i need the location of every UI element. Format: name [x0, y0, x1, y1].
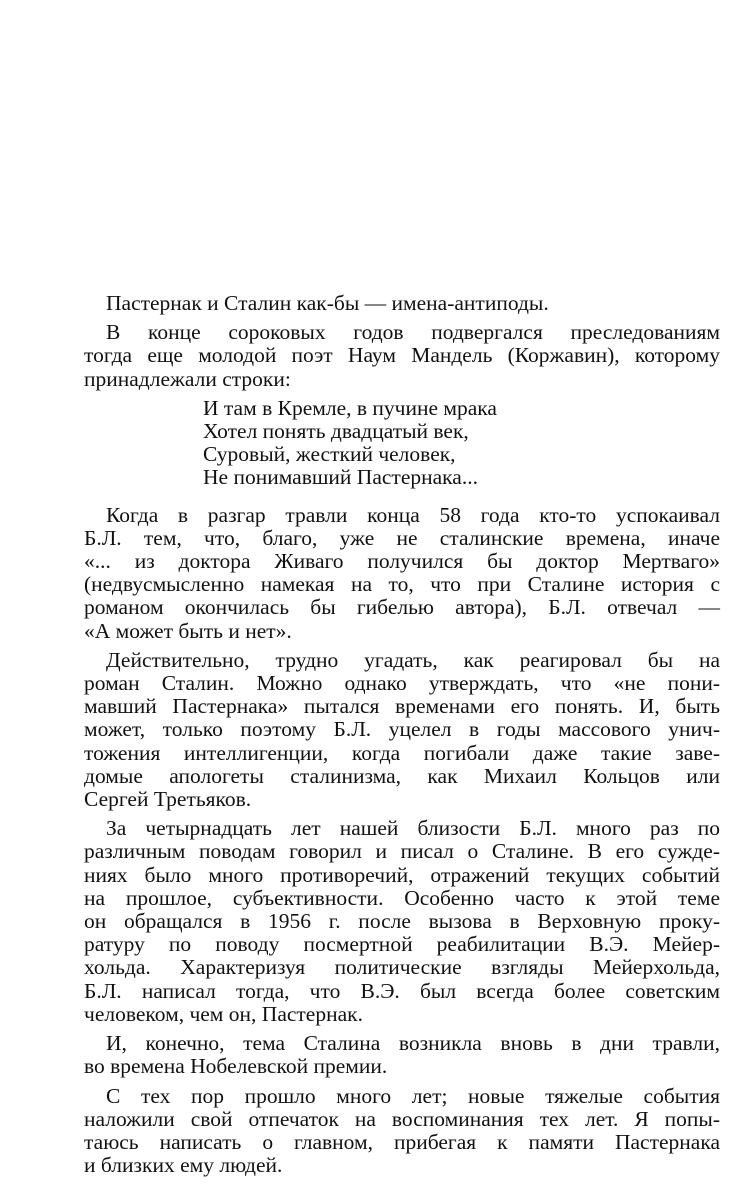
text-line: В конце сороковых годов подвергался преследованиям: [106, 320, 720, 345]
text-line: может, только поэтому Б.Л. уцелел в годы массового унич-: [84, 717, 720, 742]
page-text: [84, 292, 720, 1183]
poem-verse: Суровый, жесткий человек,: [203, 442, 456, 467]
text-line: мавший Пастернака» пытался временами его понять. И, быть: [84, 694, 720, 719]
text-line: домые апологеты сталинизма, как Михаил Кольцов или: [84, 763, 720, 788]
text-line: «А может быть и нет».: [84, 618, 292, 643]
text-line: хольда. Характеризуя политические взгляды Мейерхольда,: [84, 955, 720, 980]
text-line: Б.Л. тем, что, благо, уже не сталинские времена, иначе: [84, 525, 720, 550]
text-line: «... из доктора Живаго получился бы доктор Мертваго»: [84, 549, 720, 574]
text-line: ратуру по поводу посмертной реабилитации В.Э. Мейер-: [84, 932, 720, 957]
paragraph-1: [84, 292, 720, 315]
text-line: таюсь написать о главном, прибегая к памяти Пастернака: [84, 1129, 720, 1154]
text-line: принадлежали строки:: [84, 366, 291, 391]
text-line: роман Сталин. Можно однако утверждать, что «не пони-: [84, 671, 720, 696]
paragraph-2: [84, 321, 720, 391]
text-line: ниях было много противоречий, отражений текущих событий: [84, 862, 720, 887]
text-line: Сергей Третьяков.: [84, 787, 252, 812]
text-line: романом окончилась бы гибелью автора), Б.Л. отвечал —: [84, 595, 720, 620]
text-line: (недвусмысленно намекая на то, что при Сталине история с: [84, 572, 720, 597]
text-line: тожения интеллигенции, когда погибали даже такие заве-: [84, 740, 720, 765]
text-line: И, конечно, тема Сталина возникла вновь в дни травли,: [106, 1031, 720, 1056]
poem-quote: [203, 397, 720, 490]
text-line: С тех пор прошло много лет; новые тяжелые события: [106, 1083, 720, 1108]
text-line: тогда еще молодой поэт Наум Мандель (Коржавин), которому: [84, 343, 720, 368]
text-line: Действительно, трудно угадать, как реагировал бы на: [106, 647, 720, 672]
poem-verse: Не понимавший Пастернака...: [203, 465, 478, 490]
paragraph-7: [84, 1085, 720, 1178]
paragraph-5: [84, 817, 720, 1026]
paragraph-3: [84, 504, 720, 643]
text-line: во времена Нобелевской премии.: [84, 1054, 388, 1079]
text-line: человеком, чем он, Пастернак.: [84, 1001, 363, 1026]
paragraph-4: [84, 649, 720, 811]
text-line: наложили свой отпечаток на воспоминания тех лет. Я попы-: [84, 1106, 720, 1131]
paragraph-6: [84, 1032, 720, 1078]
text-line: различным поводам говорил и писал о Сталине. В его сужде-: [84, 839, 720, 864]
text-line: Б.Л. написал тогда, что В.Э. был всегда более советским: [84, 978, 720, 1003]
text-line: и близких ему людей.: [84, 1153, 283, 1178]
text-line: Когда в разгар травли конца 58 года кто-то успокаивал: [106, 502, 720, 527]
text-line: Пастернак и Сталин как-бы — имена-антиподы.: [106, 291, 549, 315]
text-line: За четырнадцать лет нашей близости Б.Л. много раз по: [106, 816, 720, 841]
text-line: он обращался в 1956 г. после вызова в Верховную проку-: [84, 909, 720, 934]
poem-verse: Хотел понять двадцатый век,: [203, 419, 469, 444]
poem-verse: И там в Кремле, в пучине мрака: [203, 395, 497, 420]
text-line: на прошлое, субъективности. Особенно часто к этой теме: [84, 885, 720, 910]
